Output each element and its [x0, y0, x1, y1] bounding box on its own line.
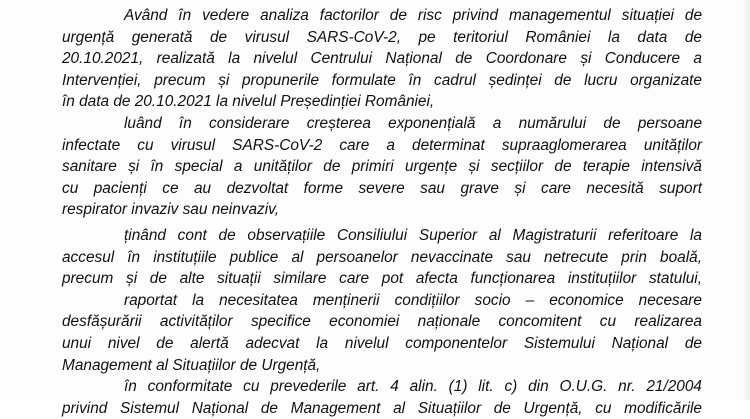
paragraph-magistracy-observations — [62, 225, 702, 290]
text-line: cu pacienți ce au dezvoltat forme severe sau grave și care necesită suport — [62, 179, 702, 197]
page-edge-shadow — [742, 0, 750, 400]
text-line: Având în vedere analiza factorilor de risc privind managementul situației de — [124, 7, 702, 24]
text-line: în conformitate cu prevederile art. 4 alin. (1) lit. c) din O.U.G. nr. 21/2004 — [124, 378, 702, 396]
text-line: precum și de alte situații similare care pot afecta funcționarea instituțiilor statului, — [62, 270, 702, 288]
text-line: urgență generată de virusul SARS-CoV-2, pe teritoriul României la data de — [62, 28, 702, 46]
text-line: în data de 20.10.2021 la nivelul Președinției României, — [62, 93, 435, 111]
text-line: luând în considerare creșterea exponențială a numărului de persoane — [124, 114, 702, 132]
paragraph-socio-economic — [62, 290, 702, 376]
paragraph-risk-analysis — [62, 5, 702, 113]
text-line: 20.10.2021, realizată la nivelul Centrului Național de Coordonare și Conducere a — [62, 50, 702, 68]
text-line: ținând cont de observațiile Consiliului Superior al Magistraturii referitoare la — [124, 226, 702, 244]
paragraph-legal-basis — [62, 376, 702, 419]
text-line: desfășurării activităților specifice economiei naționale concomitent cu realizarea — [62, 313, 702, 331]
text-line: respirator invaziv sau neinvaziv, — [62, 201, 279, 219]
paragraph-exponential-growth — [62, 113, 702, 221]
text-line: unui nivel de alertă adecvat la nivelul componentelor Sistemului Național de — [62, 334, 702, 352]
text-line: sanitare și în special a unităților de primiri urgențe și secțiilor de terapie intensivă — [62, 158, 702, 176]
text-line: raportat la necesitatea menținerii condițiilor socio – economice necesare — [124, 291, 702, 309]
text-line: accesul în instituțiile publice al persoanelor nevaccinate sau netrecute prin boală, — [62, 248, 702, 266]
text-line: infectate cu virusul SARS-CoV-2 care a determinat supraaglomerarea unităților — [62, 136, 702, 154]
text-line: Intervenției, precum și propunerile formulate în cadrul ședinței de lucru organizate — [62, 71, 702, 89]
document-body — [62, 5, 702, 419]
text-line: privind Sistemul Național de Management al Situațiilor de Urgență, cu modificările — [62, 399, 702, 417]
text-line: Management al Situațiilor de Urgență, — [62, 356, 321, 374]
